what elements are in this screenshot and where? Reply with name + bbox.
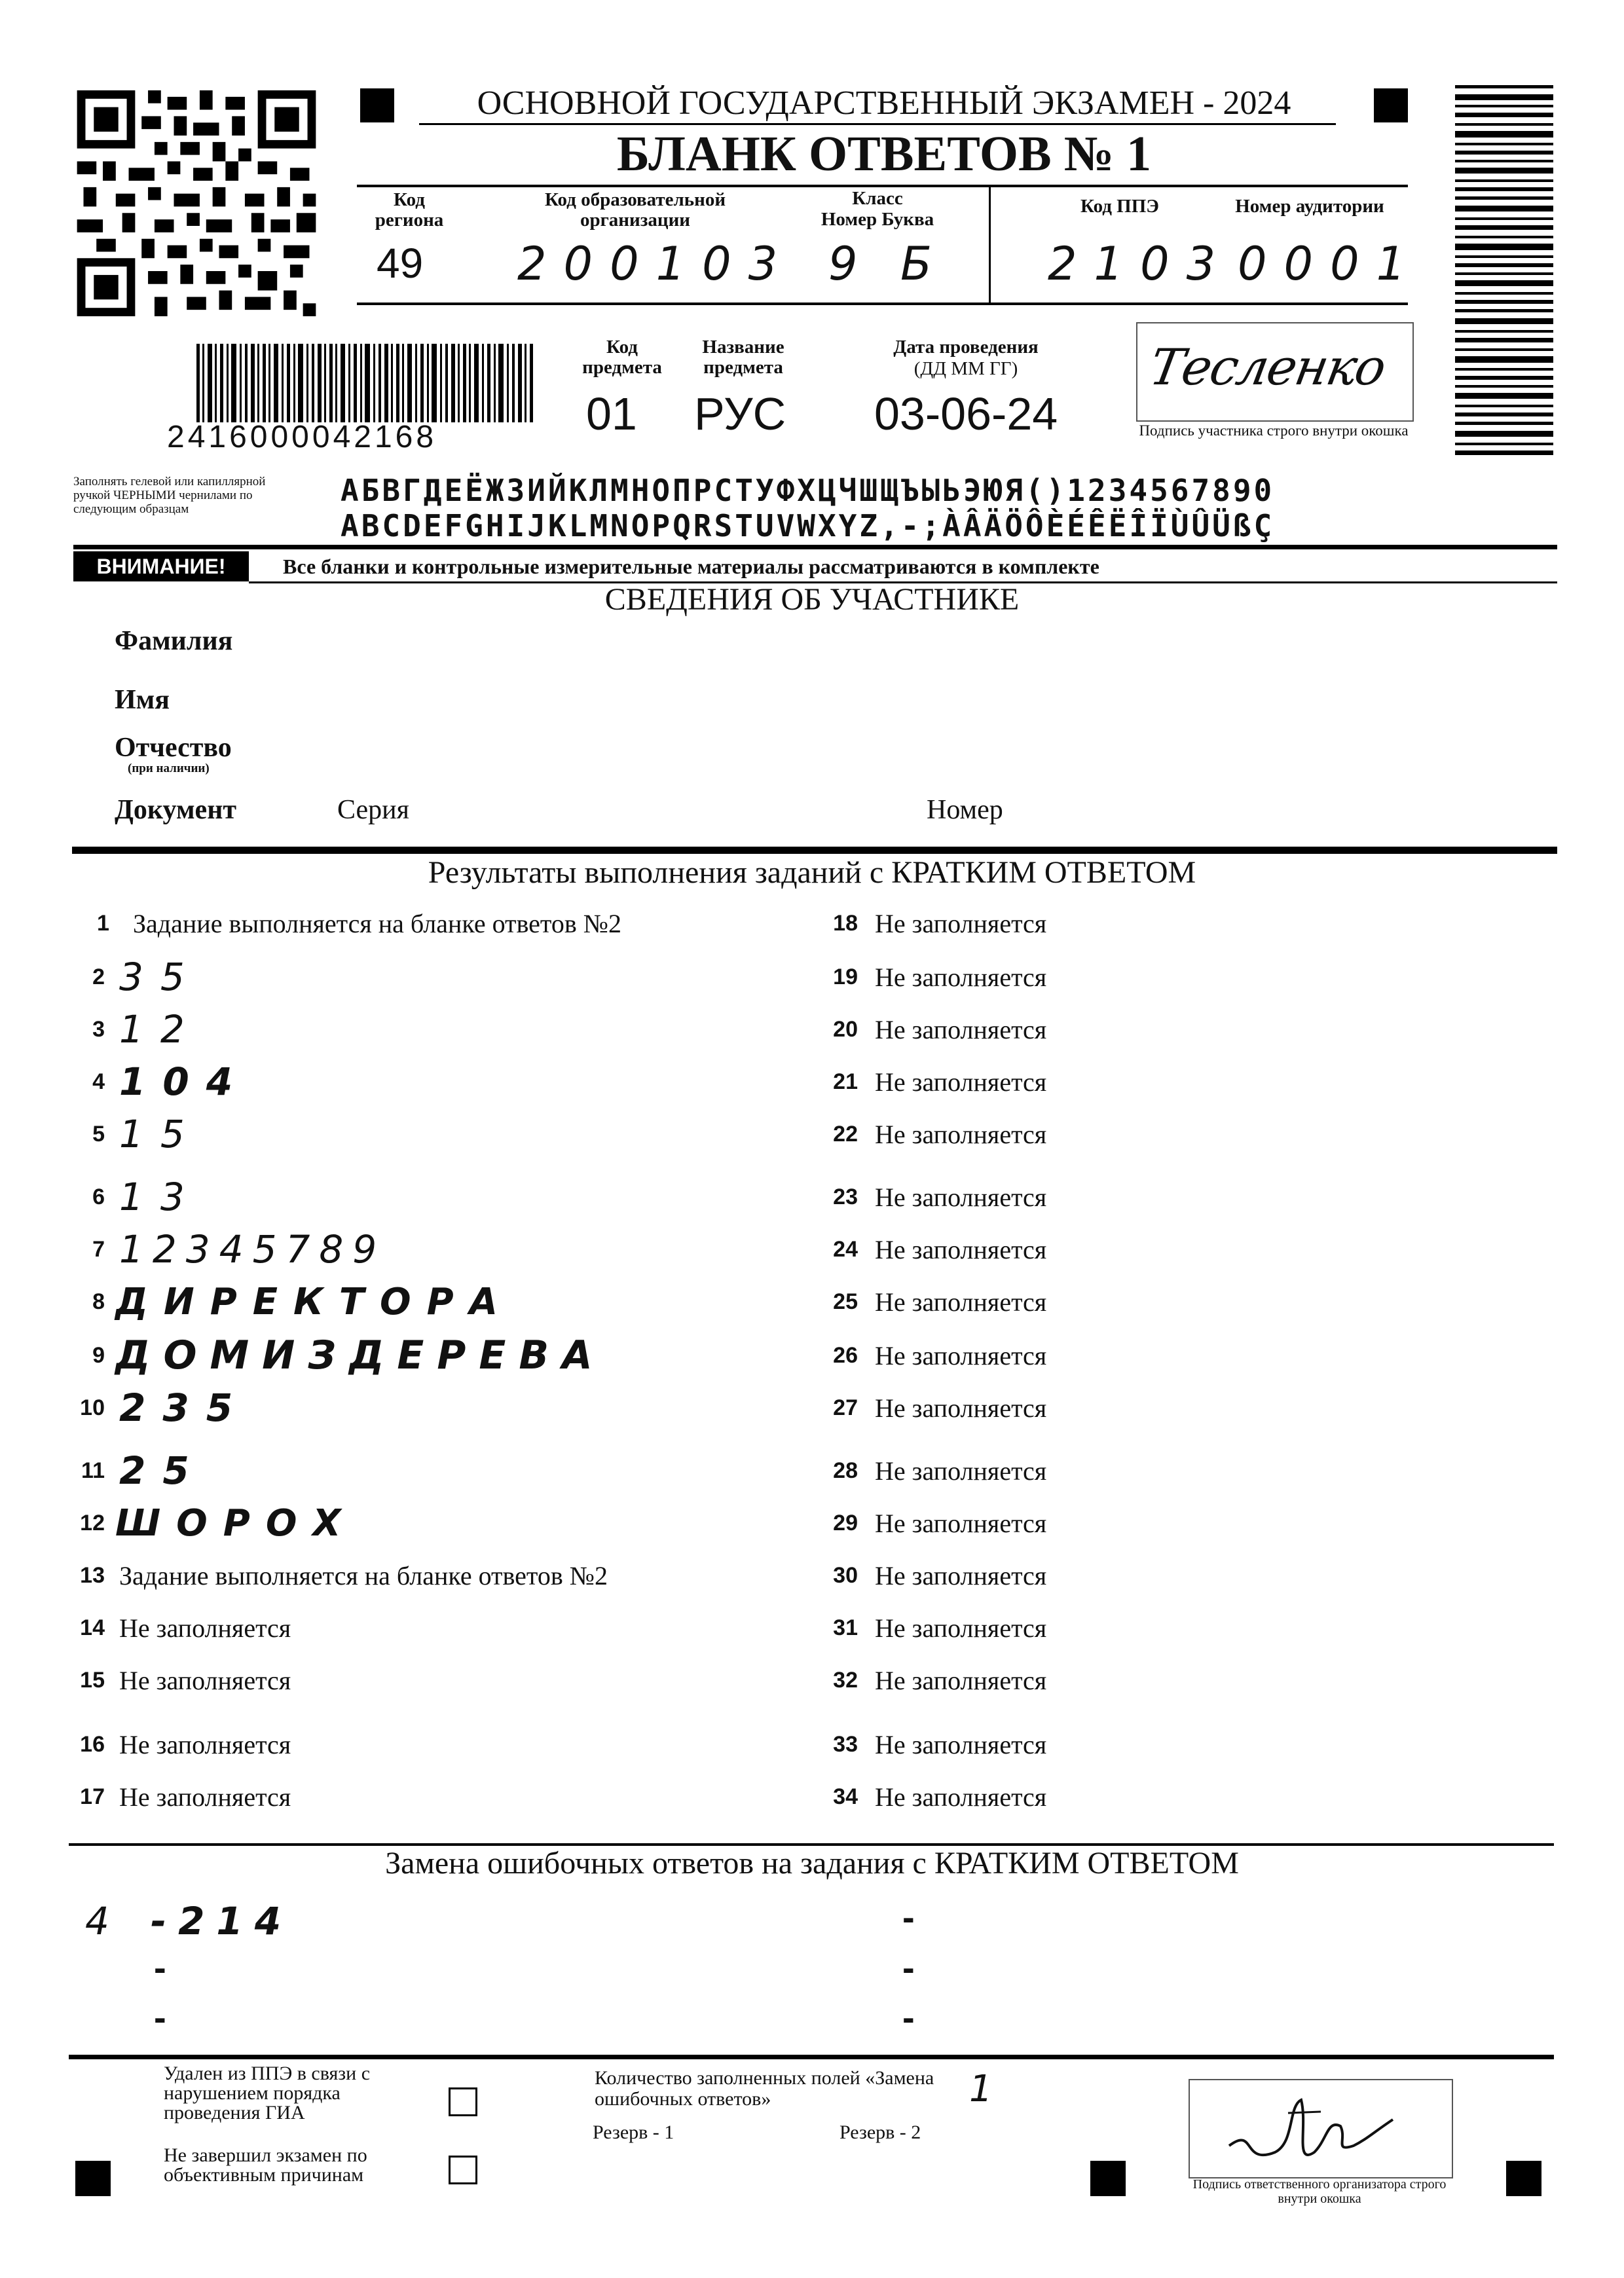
- codes-bottom-rule: [357, 303, 1408, 305]
- date-format-label: (ДД ММ ГГ): [913, 358, 1018, 379]
- answer-text: Не заполняется: [875, 908, 1047, 938]
- participant-signature: Тесленко: [1145, 338, 1390, 396]
- vertical-barcode: [1455, 85, 1553, 460]
- count-value[interactable]: 1: [969, 2068, 1010, 2110]
- surname-label: Фамилия: [115, 626, 233, 656]
- warning-text: Все бланки и контрольные измерительные материалы рассматриваются в комплекте: [283, 555, 1099, 578]
- answer-row: [812, 1010, 1046, 1049]
- answer-row: [812, 1503, 1046, 1543]
- replacement-dash[interactable]: -: [902, 1947, 915, 1988]
- answer-row: [79, 1661, 291, 1700]
- patronymic-label: Отчество: [115, 733, 232, 763]
- answer-row[interactable]: [79, 1007, 202, 1052]
- replacement-dash[interactable]: -: [902, 1896, 915, 1938]
- footer-top-rule: [69, 2055, 1554, 2059]
- task-number: 22: [833, 1121, 858, 1147]
- task-number: 9: [92, 1342, 105, 1368]
- answer-row[interactable]: [79, 1059, 250, 1104]
- answer-text: Не заполняется: [875, 1665, 1047, 1695]
- reserve-2-label: Резерв - 2: [840, 2122, 921, 2143]
- replacement-dash[interactable]: -: [902, 1996, 915, 2038]
- answer-row: [812, 1661, 1046, 1700]
- task-number: 18: [833, 910, 858, 936]
- fill-instruction: Заполнять гелевой или капиллярной ручкой ЧЕРНЫМИ чернилами по следующим образцам: [73, 475, 266, 516]
- answer-row: [812, 904, 1046, 943]
- answer-row[interactable]: [79, 1282, 513, 1321]
- participant-signature-box[interactable]: [1136, 322, 1414, 422]
- handwritten-answer: ДОМИЗДЕРЕВА: [115, 1332, 606, 1378]
- answer-text: Не заполняется: [875, 1182, 1047, 1212]
- answer-row[interactable]: [79, 1386, 250, 1430]
- codes-top-rule: [357, 185, 1408, 187]
- answer-row: [812, 1777, 1046, 1816]
- task-number: 20: [833, 1016, 858, 1042]
- registration-marker: [75, 2161, 111, 2196]
- task-number: 3: [92, 1016, 105, 1042]
- task-number: 21: [833, 1069, 858, 1094]
- answer-row: [812, 1336, 1046, 1375]
- sample-row-latin: ABCDEFGHIJKLMNOPQRSTUVWXYZ,-;ÀÂÄÖÔÈÉÊËÎÏÙÛÜßÇ: [341, 508, 1275, 543]
- handwritten-answer: 12: [119, 1007, 202, 1052]
- region-label: Код региона: [375, 189, 444, 230]
- answer-row: [812, 1388, 1046, 1427]
- handwritten-answer: 15: [119, 1112, 202, 1156]
- results-left-column: [79, 904, 799, 1820]
- handwritten-answer: ДИРЕКТОРА: [115, 1280, 513, 1323]
- task-number: 12: [80, 1510, 105, 1535]
- answer-text: Не заполняется: [119, 1782, 291, 1812]
- handwritten-answer: ШОРОХ: [115, 1501, 357, 1545]
- participant-section-title: СВЕДЕНИЯ ОБ УЧАСТНИКЕ: [604, 582, 1020, 617]
- task-number: 16: [80, 1731, 105, 1757]
- handwritten-answer: 104: [119, 1059, 250, 1104]
- answer-text: Не заполняется: [875, 962, 1047, 992]
- replacement-answer[interactable]: -214: [151, 1899, 293, 1943]
- answer-row: [79, 1777, 291, 1816]
- region-value: 49: [377, 240, 424, 287]
- results-section-title: Результаты выполнения заданий с КРАТКИМ ОТВЕТОМ: [428, 855, 1196, 890]
- task-number: 33: [833, 1731, 858, 1757]
- answer-row: [812, 1114, 1046, 1154]
- task-number: 32: [833, 1667, 858, 1693]
- subject-name-label: Название предмета: [702, 337, 784, 378]
- reserve-1-label: Резерв - 1: [593, 2122, 674, 2143]
- task-number: 31: [833, 1615, 858, 1640]
- task-number: 17: [80, 1784, 105, 1809]
- handwritten-answer: 35: [119, 955, 202, 999]
- series-label: Серия: [337, 795, 409, 825]
- ppe-label: Код ППЭ: [1080, 196, 1159, 217]
- task-number: 2: [92, 964, 105, 989]
- organizer-signature-caption: Подпись ответственного организатора строго внутри окошка: [1192, 2177, 1447, 2206]
- task-number: 10: [80, 1395, 105, 1420]
- subject-name-value: РУС: [694, 388, 786, 439]
- patronymic-note: (при наличии): [128, 762, 210, 775]
- answer-row: [812, 1608, 1046, 1647]
- handwritten-answer: 13: [119, 1175, 202, 1219]
- task-number: 11: [81, 1458, 105, 1483]
- title-underline: [419, 123, 1336, 125]
- answer-text: Не заполняется: [875, 1067, 1047, 1097]
- organizer-signature: [1216, 2087, 1412, 2172]
- qr-code: [75, 90, 318, 316]
- task-number: 5: [92, 1121, 105, 1147]
- task-number: 29: [833, 1510, 858, 1535]
- task-number: 34: [833, 1784, 858, 1809]
- handwritten-answer: 12345789: [119, 1227, 386, 1272]
- name-label: Имя: [115, 685, 170, 715]
- task-number: 6: [92, 1184, 105, 1209]
- not-finished-checkbox[interactable]: [449, 2156, 477, 2184]
- task-number: 13: [80, 1562, 105, 1588]
- answer-row: [812, 957, 1046, 997]
- replacement-dash[interactable]: -: [154, 1947, 166, 1988]
- answer-row: [79, 1608, 291, 1647]
- registration-marker: [1506, 2161, 1541, 2196]
- handwritten-answer: 25: [119, 1448, 206, 1493]
- barcode-number: 2416000042168: [167, 420, 437, 454]
- date-label: Дата проведения: [893, 337, 1039, 358]
- answer-text: Не заполняется: [119, 1665, 291, 1695]
- replacement-dash[interactable]: -: [154, 1996, 166, 2038]
- handwritten-answer: 235: [119, 1386, 250, 1430]
- answer-row[interactable]: [79, 1448, 206, 1493]
- results-top-rule: [72, 847, 1557, 854]
- answer-text: Не заполняется: [875, 1119, 1047, 1149]
- answer-text: Не заполняется: [875, 1613, 1047, 1643]
- class-label: Класс: [852, 188, 903, 209]
- document-label: Документ: [115, 795, 237, 825]
- task-number: 4: [92, 1069, 105, 1094]
- answer-text: Задание выполняется на бланке ответов №2: [119, 1560, 608, 1590]
- sample-row-cyrillic: АБВГДЕЁЖЗИЙКЛМНОПРСТУФХЦЧШЩЪЫЬЭЮЯ()1234567890: [341, 473, 1275, 508]
- task-number: 26: [833, 1342, 858, 1368]
- class-number: 9: [828, 237, 875, 291]
- org-value: 200103: [517, 237, 795, 291]
- answer-row[interactable]: [79, 1332, 606, 1378]
- answer-text: Не заполняется: [875, 1234, 1047, 1264]
- org-label: Код образовательной организации: [544, 189, 726, 230]
- task-number: 15: [80, 1667, 105, 1693]
- task-number: 8: [92, 1289, 105, 1314]
- answer-text: Не заполняется: [875, 1456, 1047, 1486]
- class-sub-label: Номер Буква: [821, 209, 934, 230]
- not-finished-label: Не завершил экзамен по объективным причинам: [164, 2144, 367, 2186]
- answer-text: Не заполняется: [875, 1014, 1047, 1044]
- horizontal-barcode: [196, 344, 537, 422]
- subject-code-label: Код предмета: [582, 337, 662, 378]
- answer-row: [812, 1177, 1046, 1217]
- task-number: 23: [833, 1184, 858, 1209]
- answer-text: Не заполняется: [875, 1508, 1047, 1538]
- task-number: 14: [80, 1615, 105, 1640]
- answer-text: Не заполняется: [875, 1729, 1047, 1759]
- task-number: 28: [833, 1458, 858, 1483]
- answer-text: Не заполняется: [119, 1613, 291, 1643]
- answer-row: [812, 1230, 1046, 1269]
- answer-row[interactable]: [79, 1227, 386, 1272]
- form-title: БЛАНК ОТВЕТОВ № 1: [616, 126, 1152, 181]
- answer-row[interactable]: [79, 1177, 202, 1217]
- task-number: 19: [833, 964, 858, 989]
- ppe-value: 2103: [1048, 237, 1233, 291]
- answer-row[interactable]: [79, 957, 202, 997]
- count-label: Количество заполненных полей «Замена ошибочных ответов»: [595, 2067, 934, 2110]
- exam-title: ОСНОВНОЙ ГОСУДАРСТВЕННЫЙ ЭКЗАМЕН - 2024: [477, 84, 1291, 122]
- date-value: 03-06-24: [874, 388, 1058, 439]
- answer-row[interactable]: [79, 1503, 357, 1543]
- number-label: Номер: [927, 795, 1003, 825]
- patronymic-field[interactable]: [301, 730, 1532, 766]
- surname-field[interactable]: [301, 622, 1532, 658]
- answer-row: [812, 1556, 1046, 1595]
- organizer-signature-box[interactable]: [1189, 2079, 1453, 2178]
- answer-text: Не заполняется: [875, 1393, 1047, 1423]
- answer-row: [812, 1282, 1046, 1321]
- task-number: 25: [833, 1289, 858, 1314]
- answer-row: [812, 1062, 1046, 1101]
- room-value: 0001: [1238, 237, 1423, 291]
- task-number: 7: [92, 1236, 105, 1262]
- subject-code-value: 01: [586, 388, 637, 439]
- removed-label: Удален из ППЭ в связи с нарушением порядка проведения ГИА: [164, 2063, 371, 2123]
- replacement-section-title: Замена ошибочных ответов на задания с КРАТКИМ ОТВЕТОМ: [385, 1846, 1239, 1881]
- answer-row: [79, 1725, 291, 1764]
- warning-top-rule: [73, 545, 1557, 549]
- registration-marker: [1374, 88, 1408, 122]
- removed-checkbox[interactable]: [449, 2087, 477, 2116]
- registration-marker: [1090, 2161, 1126, 2196]
- task-number: 27: [833, 1395, 858, 1420]
- answer-row: [812, 1451, 1046, 1490]
- answer-row: [812, 1725, 1046, 1764]
- task-number: 24: [833, 1236, 858, 1262]
- answer-text: Задание выполняется на бланке ответов №2: [133, 908, 621, 938]
- name-field[interactable]: [301, 681, 1532, 717]
- answer-row: [79, 904, 621, 943]
- answer-text: Не заполняется: [875, 1782, 1047, 1812]
- answer-text: Не заполняется: [875, 1287, 1047, 1317]
- signature-caption: Подпись участника строго внутри окошка: [1139, 422, 1409, 439]
- results-right-column: [812, 904, 1532, 1820]
- answer-row[interactable]: [79, 1114, 202, 1154]
- codes-divider: [989, 185, 991, 305]
- answer-text: Не заполняется: [875, 1560, 1047, 1590]
- task-number: 30: [833, 1562, 858, 1588]
- registration-marker: [360, 88, 394, 122]
- answer-text: Не заполняется: [875, 1340, 1047, 1370]
- replacement-task-number[interactable]: 4: [85, 1899, 126, 1943]
- answer-text: Не заполняется: [119, 1729, 291, 1759]
- class-letter: Б: [900, 237, 950, 291]
- task-number: 1: [97, 910, 109, 936]
- room-label: Номер аудитории: [1235, 196, 1384, 217]
- warning-badge: ВНИМАНИЕ!: [73, 551, 249, 581]
- answer-row: [79, 1556, 608, 1595]
